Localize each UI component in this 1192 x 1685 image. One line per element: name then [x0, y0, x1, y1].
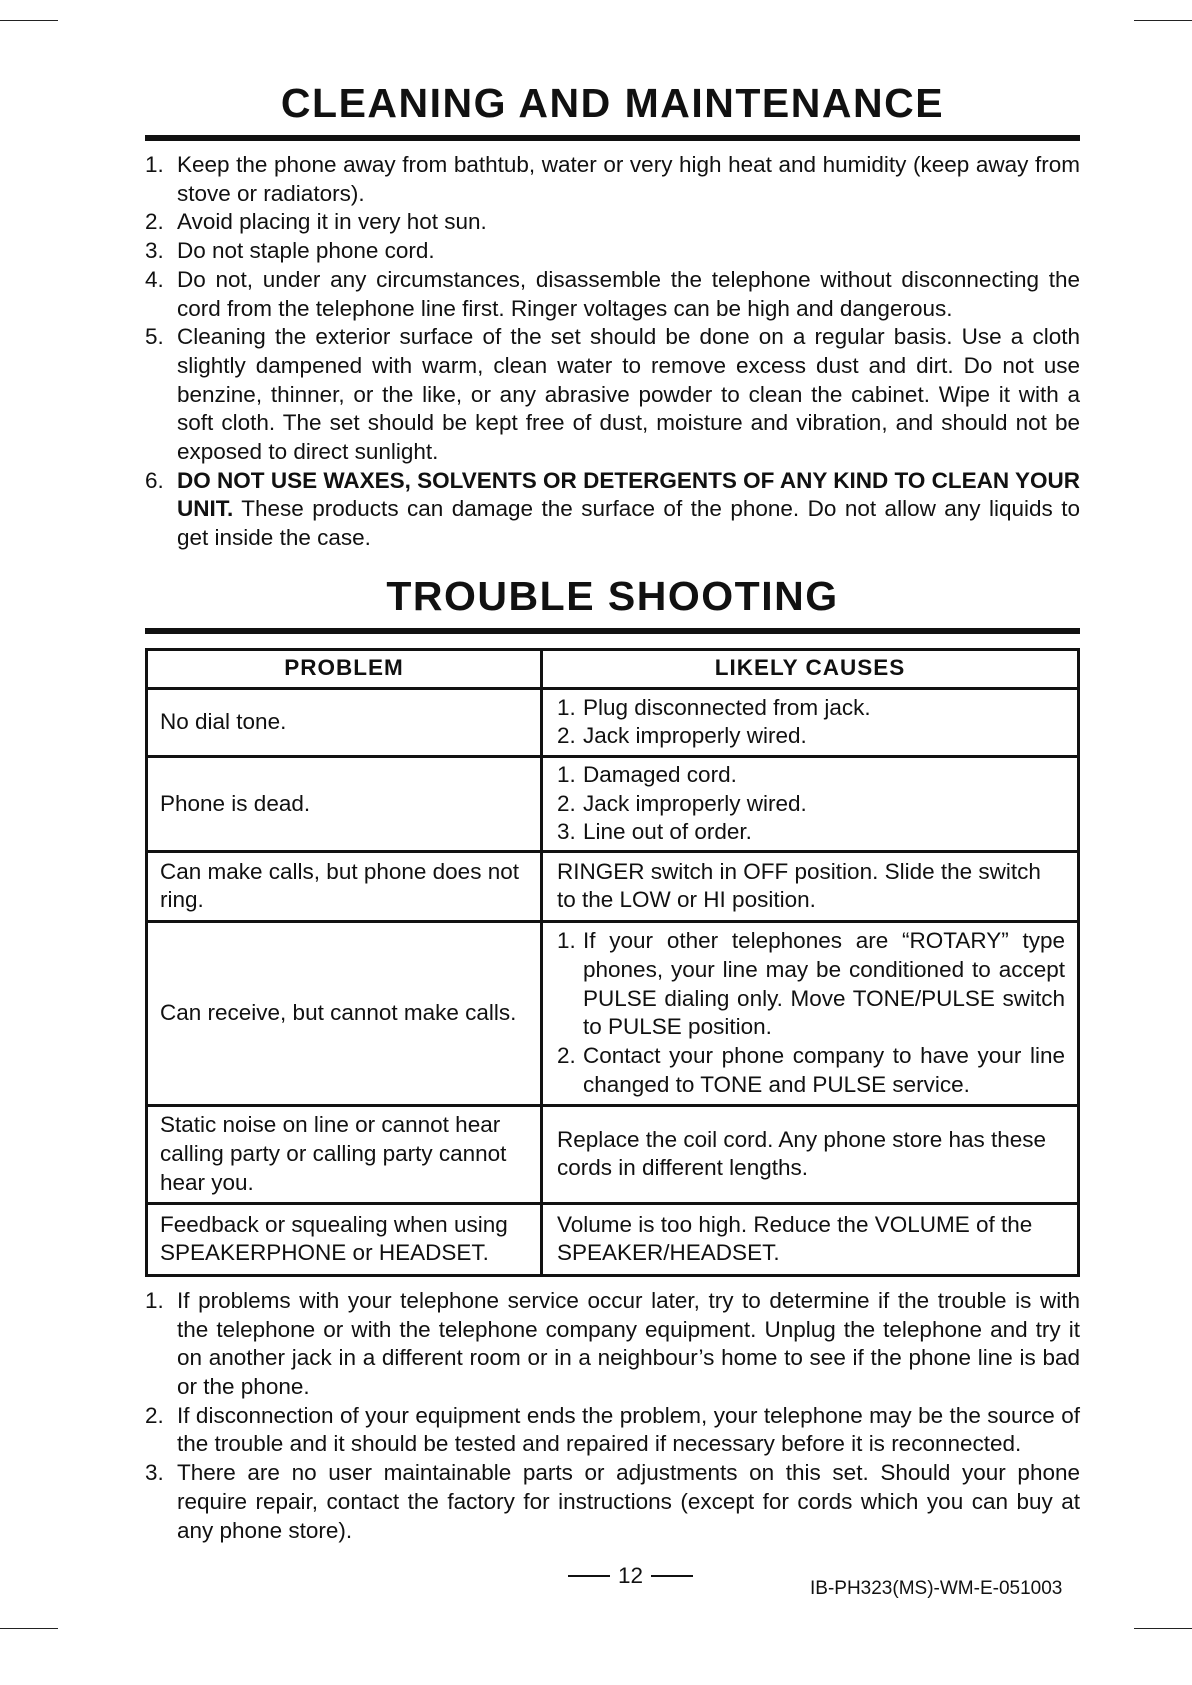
item-number: 3.: [145, 1460, 164, 1486]
problem-cell: Can receive, but cannot make calls.: [147, 921, 542, 1105]
item-number: 4.: [145, 266, 164, 292]
causes-cell: [542, 921, 1079, 1105]
page-content: [145, 78, 1080, 1545]
header-causes: LIKELY CAUSES: [542, 649, 1079, 688]
list-item: [145, 151, 1080, 208]
problem-cell: Static noise on line or cannot hear calling party or calling party cannot hear you.: [147, 1105, 542, 1203]
list-item: [145, 1287, 1080, 1402]
title-rule: [145, 135, 1080, 141]
list-item: [145, 1402, 1080, 1459]
notes-list: [145, 1287, 1080, 1545]
item-number: 1.: [145, 152, 164, 177]
item-text: Cleaning the exterior surface of the set should be done on a regular basis. Use a cloth slightly dampened with warm, clean water to remove excess dust and dirt. Do not use benzine, thinner, or the like, or any abrasive powder to clean the cabinet. Wipe it with a soft cloth. The set should be kept free of dust, moisture and vibration, and should not be exposed to direct sunlight.: [177, 324, 1080, 465]
list-item: [145, 208, 1080, 237]
item-number: 3.: [145, 238, 164, 264]
causes-cell: Volume is too high. Reduce the VOLUME of the SPEAKER/HEADSET.: [542, 1203, 1079, 1275]
table-row: [147, 756, 1079, 851]
causes-cell: [542, 688, 1079, 756]
crop-mark: [0, 1628, 58, 1629]
cause-item: [557, 722, 1065, 751]
cause-number: 2.: [557, 790, 576, 816]
item-text: Do not staple phone cord.: [177, 238, 435, 264]
cause-text: Contact your phone company to have your line changed to TONE and PULSE service.: [583, 1043, 1065, 1097]
doc-code: IB-PH323(MS)-WM-E-051003: [810, 1578, 1063, 1599]
title-rule: [145, 628, 1080, 634]
list-item: [145, 467, 1080, 553]
cause-text: Jack improperly wired.: [583, 790, 807, 816]
cause-item: [557, 761, 1065, 790]
cause-number: 1.: [557, 928, 576, 954]
cause-number: 2.: [557, 1043, 576, 1069]
item-number: 5.: [145, 324, 164, 350]
page-number-dash: [651, 1575, 693, 1577]
page-number: [568, 1563, 693, 1589]
table-row: [147, 1203, 1079, 1275]
cause-number: 1.: [557, 694, 576, 720]
table-row: [147, 688, 1079, 756]
problem-cell: Feedback or squealing when using SPEAKERPHONE or HEADSET.: [147, 1203, 542, 1275]
troubleshooting-title: TROUBLE SHOOTING: [386, 572, 839, 619]
cause-item: [557, 1042, 1065, 1099]
cause-text: Line out of order.: [583, 819, 752, 845]
crop-mark: [1134, 1628, 1192, 1629]
warning-text: DO NOT USE WAXES, SOLVENTS OR DETERGENTS OF ANY KIND TO CLEAN YOUR UNIT.: [177, 467, 1080, 522]
cleaning-title: CLEANING AND MAINTENANCE: [280, 80, 945, 126]
cause-text: Plug disconnected from jack.: [583, 694, 871, 720]
cause-text: Damaged cord.: [583, 761, 737, 787]
item-text: If disconnection of your equipment ends the problem, your telephone may be the source of the trouble and it should be tested and repaired if necessary before it is reconnected.: [177, 1402, 1080, 1457]
cleaning-list: [145, 151, 1080, 553]
item-text: Keep the phone away from bathtub, water or very high heat and humidity (keep away from stove or radiators).: [177, 152, 1080, 206]
causes-cell: [542, 756, 1079, 851]
table-row: [147, 1105, 1079, 1203]
crop-mark: [0, 20, 58, 21]
table-row: [147, 851, 1079, 921]
item-text: If problems with your telephone service occur later, try to determine if the trouble is with the telephone or with the telephone company equipment. Unplug the telephone and try it on another jack in a different room or in a neighbour’s home to see if the phone line is bad or the phone.: [177, 1287, 1080, 1400]
cause-text: If your other telephones are “ROTARY” type phones, your line may be conditioned to accept PULSE dialing only. Move TONE/PULSE switch to PULSE position.: [583, 928, 1065, 1040]
causes-cell: Replace the coil cord. Any phone store has these cords in different lengths.: [542, 1105, 1079, 1203]
list-item: [145, 323, 1080, 467]
cause-number: 3.: [557, 819, 576, 845]
cause-number: 2.: [557, 723, 576, 749]
cause-item: [557, 927, 1065, 1042]
crop-mark: [1134, 20, 1192, 21]
item-text: These products can damage the surface of the phone. Do not allow any liquids to get inside the case.: [177, 496, 1080, 551]
item-text: Do not, under any circumstances, disassemble the telephone without disconnecting the cord from the telephone line first. Ringer voltages can be high and dangerous.: [177, 266, 1080, 321]
list-item: [145, 1459, 1080, 1545]
item-text: Avoid placing it in very hot sun.: [177, 209, 487, 235]
troubleshooting-table: [145, 648, 1080, 1277]
list-item: [145, 266, 1080, 323]
cause-item: [557, 790, 1065, 819]
header-problem: PROBLEM: [147, 649, 542, 688]
page-number-text: 12: [618, 1563, 644, 1588]
item-text: There are no user maintainable parts or adjustments on this set. Should your phone require repair, contact the factory for instructions (except for cords which you can buy at any phone store).: [177, 1460, 1080, 1543]
problem-cell: Phone is dead.: [147, 756, 542, 851]
item-number: 2.: [145, 1402, 164, 1428]
list-item: [145, 237, 1080, 266]
problem-cell: No dial tone.: [147, 688, 542, 756]
item-number: 1.: [145, 1287, 164, 1313]
problem-cell: Can make calls, but phone does not ring.: [147, 851, 542, 921]
cause-item: [557, 694, 1065, 723]
table-header-row: [147, 649, 1079, 688]
item-number: 2.: [145, 209, 164, 235]
cause-number: 1.: [557, 761, 576, 787]
page-number-dash: [568, 1575, 610, 1577]
table-row: [147, 921, 1079, 1105]
item-number: 6.: [145, 467, 164, 493]
cause-item: [557, 818, 1065, 847]
causes-cell: RINGER switch in OFF position. Slide the switch to the LOW or HI position.: [542, 851, 1079, 921]
cause-text: Jack improperly wired.: [583, 723, 807, 749]
